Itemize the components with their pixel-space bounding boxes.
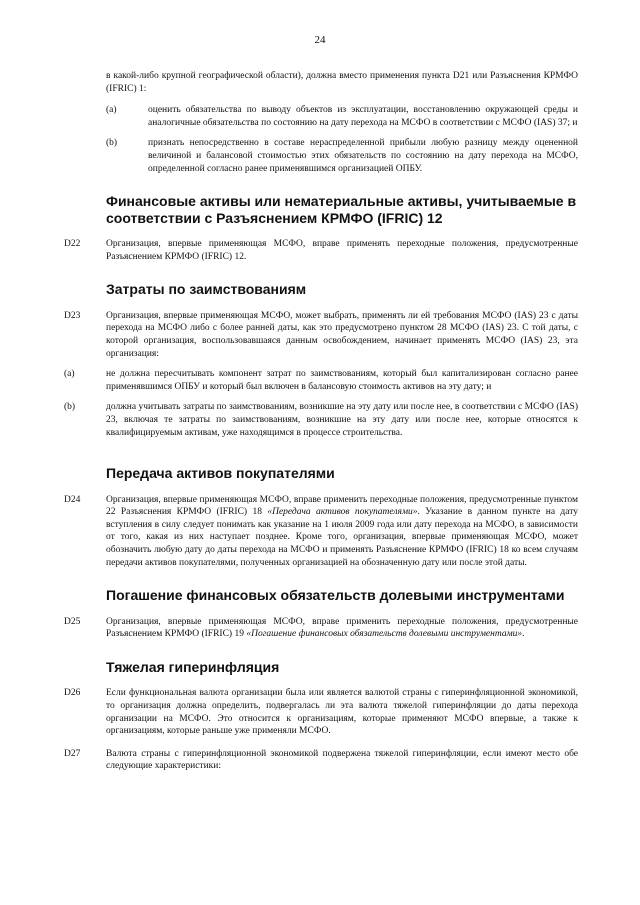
item-label: (a) <box>64 369 75 380</box>
text-after: . Указание в данном пункте на дату вступления в силу следует понимать как указание на 1 июля 2009 года или дату перехода на МСФО, в зависимости от того, какая из них наступает позднее. Кроме того, организация, впервые применяющая МСФО, может обозначить любую дату до даты перехода на МСФО и применять Разъяснение КРМФО (IFRIC) 18 ко всем случаям передачи активов покупателями, полученных организацией на обозначенную дату или после этой даты. <box>106 507 578 568</box>
section-heading: Погашение финансовых обязательств долевыми инструментами <box>106 587 565 604</box>
sub-list <box>64 368 578 439</box>
paragraph-d22 <box>64 238 578 263</box>
list-item <box>64 368 578 393</box>
ifric-reference: «Погашение финансовых обязательств долевыми инструментами» <box>246 629 523 640</box>
item-text: оценить обязательства по выводу объектов из эксплуатации, восстановлению окружающей среды и аналогичные обязательства по состоянию на дату перехода на МСФО в соответствии с МСФО (IAS) 37; и <box>148 105 578 128</box>
paragraph-d26 <box>64 687 578 737</box>
text-after: . <box>522 629 525 640</box>
item-text: должна учитывать затраты по заимствованиям, возникшие на эту дату или после нее, в соответствии с МСФО (IAS) 23, включая те затраты по заимствованиям, возникшие на эту дату или после нее, которые относятся к квалифицируемым активам, уже находящимся в процессе строительства. <box>106 402 578 438</box>
section-heading: Тяжелая гиперинфляция <box>106 658 280 675</box>
paragraph-number: D23 <box>64 310 81 321</box>
item-label: (a) <box>106 105 117 116</box>
section-heading: Финансовые активы или нематериальные активы, учитываемые в соответствии с Разъяснением КРМФО (IFRIC) 12 <box>106 193 577 226</box>
text-before: Организация, впервые применяющая МСФО, вправе применить переходные положения, предусмотренные Разъяснением КРМФО (IFRIC) 19 <box>106 616 578 640</box>
paragraph-number: D22 <box>64 239 81 250</box>
paragraph-d24 <box>64 494 578 570</box>
paragraph-text: Валюта страны с гиперинфляционной экономикой подвержена тяжелой гиперинфляции, если имеют место обе следующие характеристики: <box>106 748 578 772</box>
item-label: (b) <box>106 138 118 149</box>
section-heading: Затраты по заимствованиям <box>106 281 307 298</box>
list-item <box>106 137 578 175</box>
paragraph-number: D25 <box>64 616 81 627</box>
paragraph-text: Если функциональная валюта организации была или является валютой страны с гиперинфляционной экономикой, то организация должна определить, подвергалась ли эта валюта тяжелой гиперинфляции до даты перехода организации на МСФО. Это относится к организациям, которые применяют МСФО впервые, а также к организациям, которые раньше уже применяли МСФО. <box>106 688 578 737</box>
paragraph-text: Организация, впервые применяющая МСФО, может выбрать, применять ли ей требования МСФО (IAS) 23 с даты перехода на МСФО либо с более ранней даты, как это предусмотрено пунктом 28 МСФО (IAS) 23. С той даты, с которой организация, воспользовавшаяся данным освобождением, начинает применять МСФО (IAS) 23, эта организация: <box>106 310 578 359</box>
paragraph-d25 <box>64 616 578 641</box>
paragraph-number: D27 <box>64 748 81 759</box>
item-label: (b) <box>64 402 76 413</box>
text-before: Организация, впервые применяющая МСФО, вправе применить переходные положения, предусмотренные пунктом 22 Разъяснения КРМФО (IFRIC) 18 <box>106 494 578 518</box>
paragraph-number: D24 <box>64 494 81 505</box>
item-text: не должна пересчитывать компонент затрат по заимствованиям, который был капитализирован согласно ранее применявшимся ОПБУ и который был включен в балансовую стоимость активов на эту дату; и <box>106 369 578 392</box>
paragraph-text: Организация, впервые применяющая МСФО, вправе применять переходные положения, предусмотренные Разъяснением КРМФО (IFRIC) 12. <box>106 239 578 262</box>
paragraph-text <box>106 494 578 570</box>
item-text: признать непосредственно в составе нераспределенной прибыли любую разницу между оцененной величиной и балансовой стоимостью этих обязательств по состоянию на дату перехода на МСФО, определенной согласно ранее применявшимся организацией ОПБУ. <box>148 138 578 174</box>
section-heading: Передача активов покупателями <box>106 465 335 482</box>
list-item <box>64 401 578 439</box>
paragraph-text <box>106 616 578 641</box>
intro-text: в какой-либо крупной географической области), должна вместо применения пункта D21 или Разъяснения КРМФО (IFRIC) 1: <box>106 71 578 94</box>
paragraph-number: D26 <box>64 688 81 699</box>
ifric-reference: «Передача активов покупателями» <box>267 507 418 518</box>
paragraph-d23 <box>64 310 578 447</box>
list-item <box>106 104 578 129</box>
paragraph-d27 <box>64 748 578 773</box>
page-content <box>64 70 578 783</box>
intro-block <box>106 70 578 175</box>
page-number: 24 <box>314 34 326 46</box>
